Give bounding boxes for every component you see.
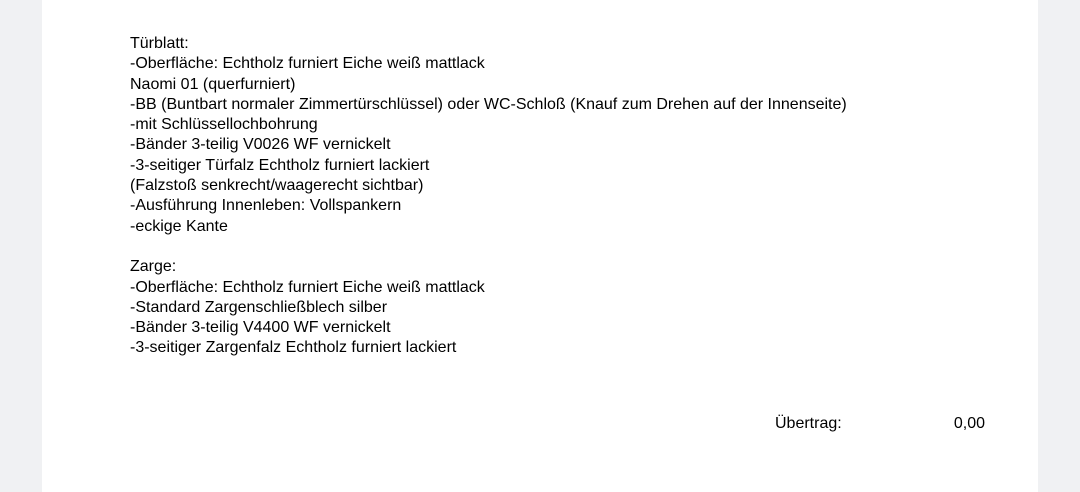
spec-line: -Standard Zargenschließblech silber xyxy=(130,298,388,316)
carryover-label: Übertrag: xyxy=(775,415,842,432)
spec-line: -mit Schlüssellochbohrung xyxy=(130,116,318,134)
carryover-value: 0,00 xyxy=(953,415,985,432)
document-page xyxy=(42,0,1038,492)
spec-line: -3-seitiger Zargenfalz Echtholz furniert lackiert xyxy=(130,339,457,357)
section-zarge xyxy=(130,257,847,358)
spec-line: -Bänder 3-teilig V4400 WF vernickelt xyxy=(130,319,391,337)
section-title: Zarge: xyxy=(130,258,177,276)
spec-line: -eckige Kante xyxy=(130,217,228,235)
section-title: Türblatt: xyxy=(130,35,189,52)
item-description-block xyxy=(130,34,847,359)
spec-line: -Bänder 3-teilig V0026 WF vernickelt xyxy=(130,136,391,154)
section-tuerblatt xyxy=(130,34,847,237)
spec-line: -BB (Buntbart normaler Zimmertürschlüssel) oder WC-Schloß (Knauf zum Drehen auf der Innenseite) xyxy=(130,95,847,113)
spec-line: -Ausführung Innenleben: Vollspankern xyxy=(130,197,402,215)
spec-line: -Oberfläche: Echtholz furniert Eiche weiß mattlack xyxy=(130,55,485,73)
spec-line: -3-seitiger Türfalz Echtholz furniert lackiert xyxy=(130,156,430,174)
spec-line: -Oberfläche: Echtholz furniert Eiche weiß mattlack xyxy=(130,278,485,296)
spec-line: (Falzstoß senkrecht/waagerecht sichtbar) xyxy=(130,177,424,195)
spec-line: Naomi 01 (querfurniert) xyxy=(130,75,296,93)
